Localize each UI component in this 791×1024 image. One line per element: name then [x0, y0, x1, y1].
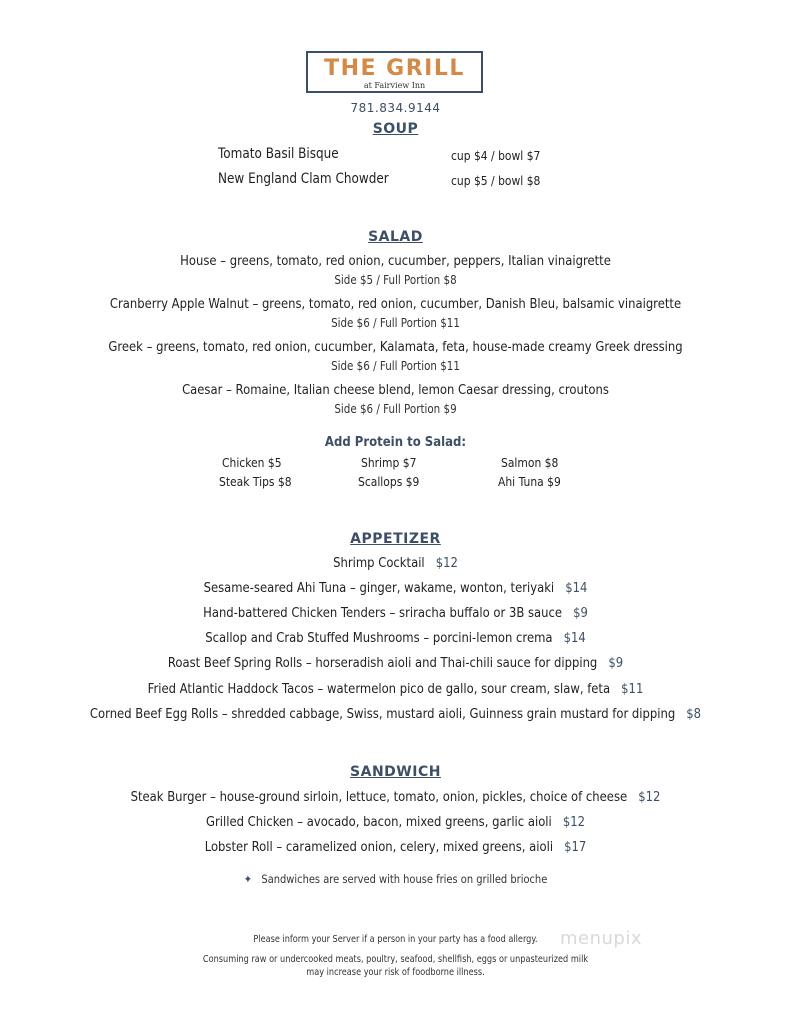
soup-item-name: Tomato Basil Bisque [218, 146, 339, 162]
sparkle-icon: ✦ [243, 872, 252, 886]
sandwich-item-text: Steak Burger – house-ground sirloin, lettuce, tomato, onion, pickles, choice of cheese [130, 789, 628, 805]
salad-heading: SALAD [368, 229, 423, 245]
protein-option: Scallops $9 [358, 474, 420, 489]
sandwich-item [55, 814, 735, 830]
consumption-warning: may increase your risk of foodborne illness. [306, 967, 485, 978]
protein-heading: Add Protein to Salad: [324, 435, 467, 450]
salad-item: Cranberry Apple Walnut – greens, tomato, red onion, cucumber, Danish Bleu, balsamic vinaigrette [109, 296, 682, 312]
logo-title: THE GRILL [324, 56, 465, 81]
appetizer-heading: APPETIZER [350, 531, 441, 547]
phone-number: 781.834.9144 [350, 101, 441, 115]
allergy-notice: Please inform your Server if a person in your party has a food allergy. [253, 934, 538, 945]
appetizer-item [55, 555, 735, 571]
sandwich-item-text: Lobster Roll – caramelized onion, celery, mixed greens, aioli [204, 839, 554, 855]
appetizer-item [55, 706, 735, 722]
appetizer-item-price: $11 [621, 681, 644, 697]
protein-option: Ahi Tuna $9 [498, 474, 561, 489]
appetizer-item-price: $14 [565, 580, 588, 596]
appetizer-item-price: $9 [573, 605, 588, 621]
protein-option: Shrimp $7 [361, 455, 417, 470]
sandwich-note-text: Sandwiches are served with house fries on grilled brioche [261, 872, 548, 886]
salad-item-sizes: Side $6 / Full Portion $11 [331, 316, 460, 330]
salad-item: Caesar – Romaine, Italian cheese blend, lemon Caesar dressing, croutons [182, 382, 609, 398]
salad-item-sizes: Side $6 / Full Portion $11 [331, 359, 460, 373]
salad-item-sizes: Side $6 / Full Portion $9 [334, 402, 457, 416]
appetizer-item-text: Corned Beef Egg Rolls – shredded cabbage, Swiss, mustard aioli, Guinness grain mustard for dipping [89, 706, 676, 722]
sandwich-item-price: $17 [564, 839, 587, 855]
appetizer-item [55, 655, 735, 671]
appetizer-item-text: Scallop and Crab Stuffed Mushrooms – porcini-lemon crema [205, 630, 553, 646]
appetizer-item-price: $8 [686, 706, 702, 722]
sandwich-note [55, 872, 735, 886]
appetizer-item [55, 681, 735, 697]
appetizer-item-text: Sesame-seared Ahi Tuna – ginger, wakame, wonton, teriyaki [203, 580, 555, 596]
salad-item: Greek – greens, tomato, red onion, cucumber, Kalamata, feta, house-made creamy Greek dressing [108, 339, 683, 355]
soup-item-name: New England Clam Chowder [218, 171, 389, 187]
protein-option: Steak Tips $8 [219, 474, 292, 489]
appetizer-item-text: Hand-battered Chicken Tenders – sriracha buffalo or 3B sauce [203, 605, 563, 621]
sandwich-item [55, 789, 735, 805]
protein-option: Salmon $8 [501, 455, 559, 470]
sandwich-item-price: $12 [638, 789, 661, 805]
appetizer-item-price: $14 [563, 630, 586, 646]
sandwich-item [55, 839, 735, 855]
appetizer-item [55, 580, 735, 596]
restaurant-logo [306, 51, 483, 93]
soup-item-prices: cup $5 / bowl $8 [451, 173, 541, 188]
protein-option: Chicken $5 [222, 455, 282, 470]
watermark-logo: menupix [560, 928, 643, 949]
sandwich-item-price: $12 [562, 814, 585, 830]
appetizer-item-text: Fried Atlantic Haddock Tacos – watermelon pico de gallo, sour cream, slaw, feta [147, 681, 611, 697]
appetizer-item-price: $9 [608, 655, 624, 671]
soup-heading: SOUP [372, 121, 419, 137]
salad-item: House – greens, tomato, red onion, cucumber, peppers, Italian vinaigrette [180, 253, 611, 269]
salad-item-sizes: Side $5 / Full Portion $8 [334, 273, 457, 287]
appetizer-item-text: Roast Beef Spring Rolls – horseradish aioli and Thai-chili sauce for dipping [167, 655, 598, 671]
sandwich-item-text: Grilled Chicken – avocado, bacon, mixed greens, garlic aioli [205, 814, 552, 830]
consumption-warning: Consuming raw or undercooked meats, poultry, seafood, shellfish, eggs or unpasteurized milk [202, 954, 589, 965]
appetizer-item [55, 630, 735, 646]
sandwich-heading: SANDWICH [350, 764, 441, 780]
soup-item-prices: cup $4 / bowl $7 [451, 148, 541, 163]
appetizer-item [55, 605, 735, 621]
appetizer-item-text: Shrimp Cocktail [333, 555, 425, 571]
appetizer-item-price: $12 [435, 555, 458, 571]
logo-subtitle: at Fairview Inn [363, 81, 426, 90]
